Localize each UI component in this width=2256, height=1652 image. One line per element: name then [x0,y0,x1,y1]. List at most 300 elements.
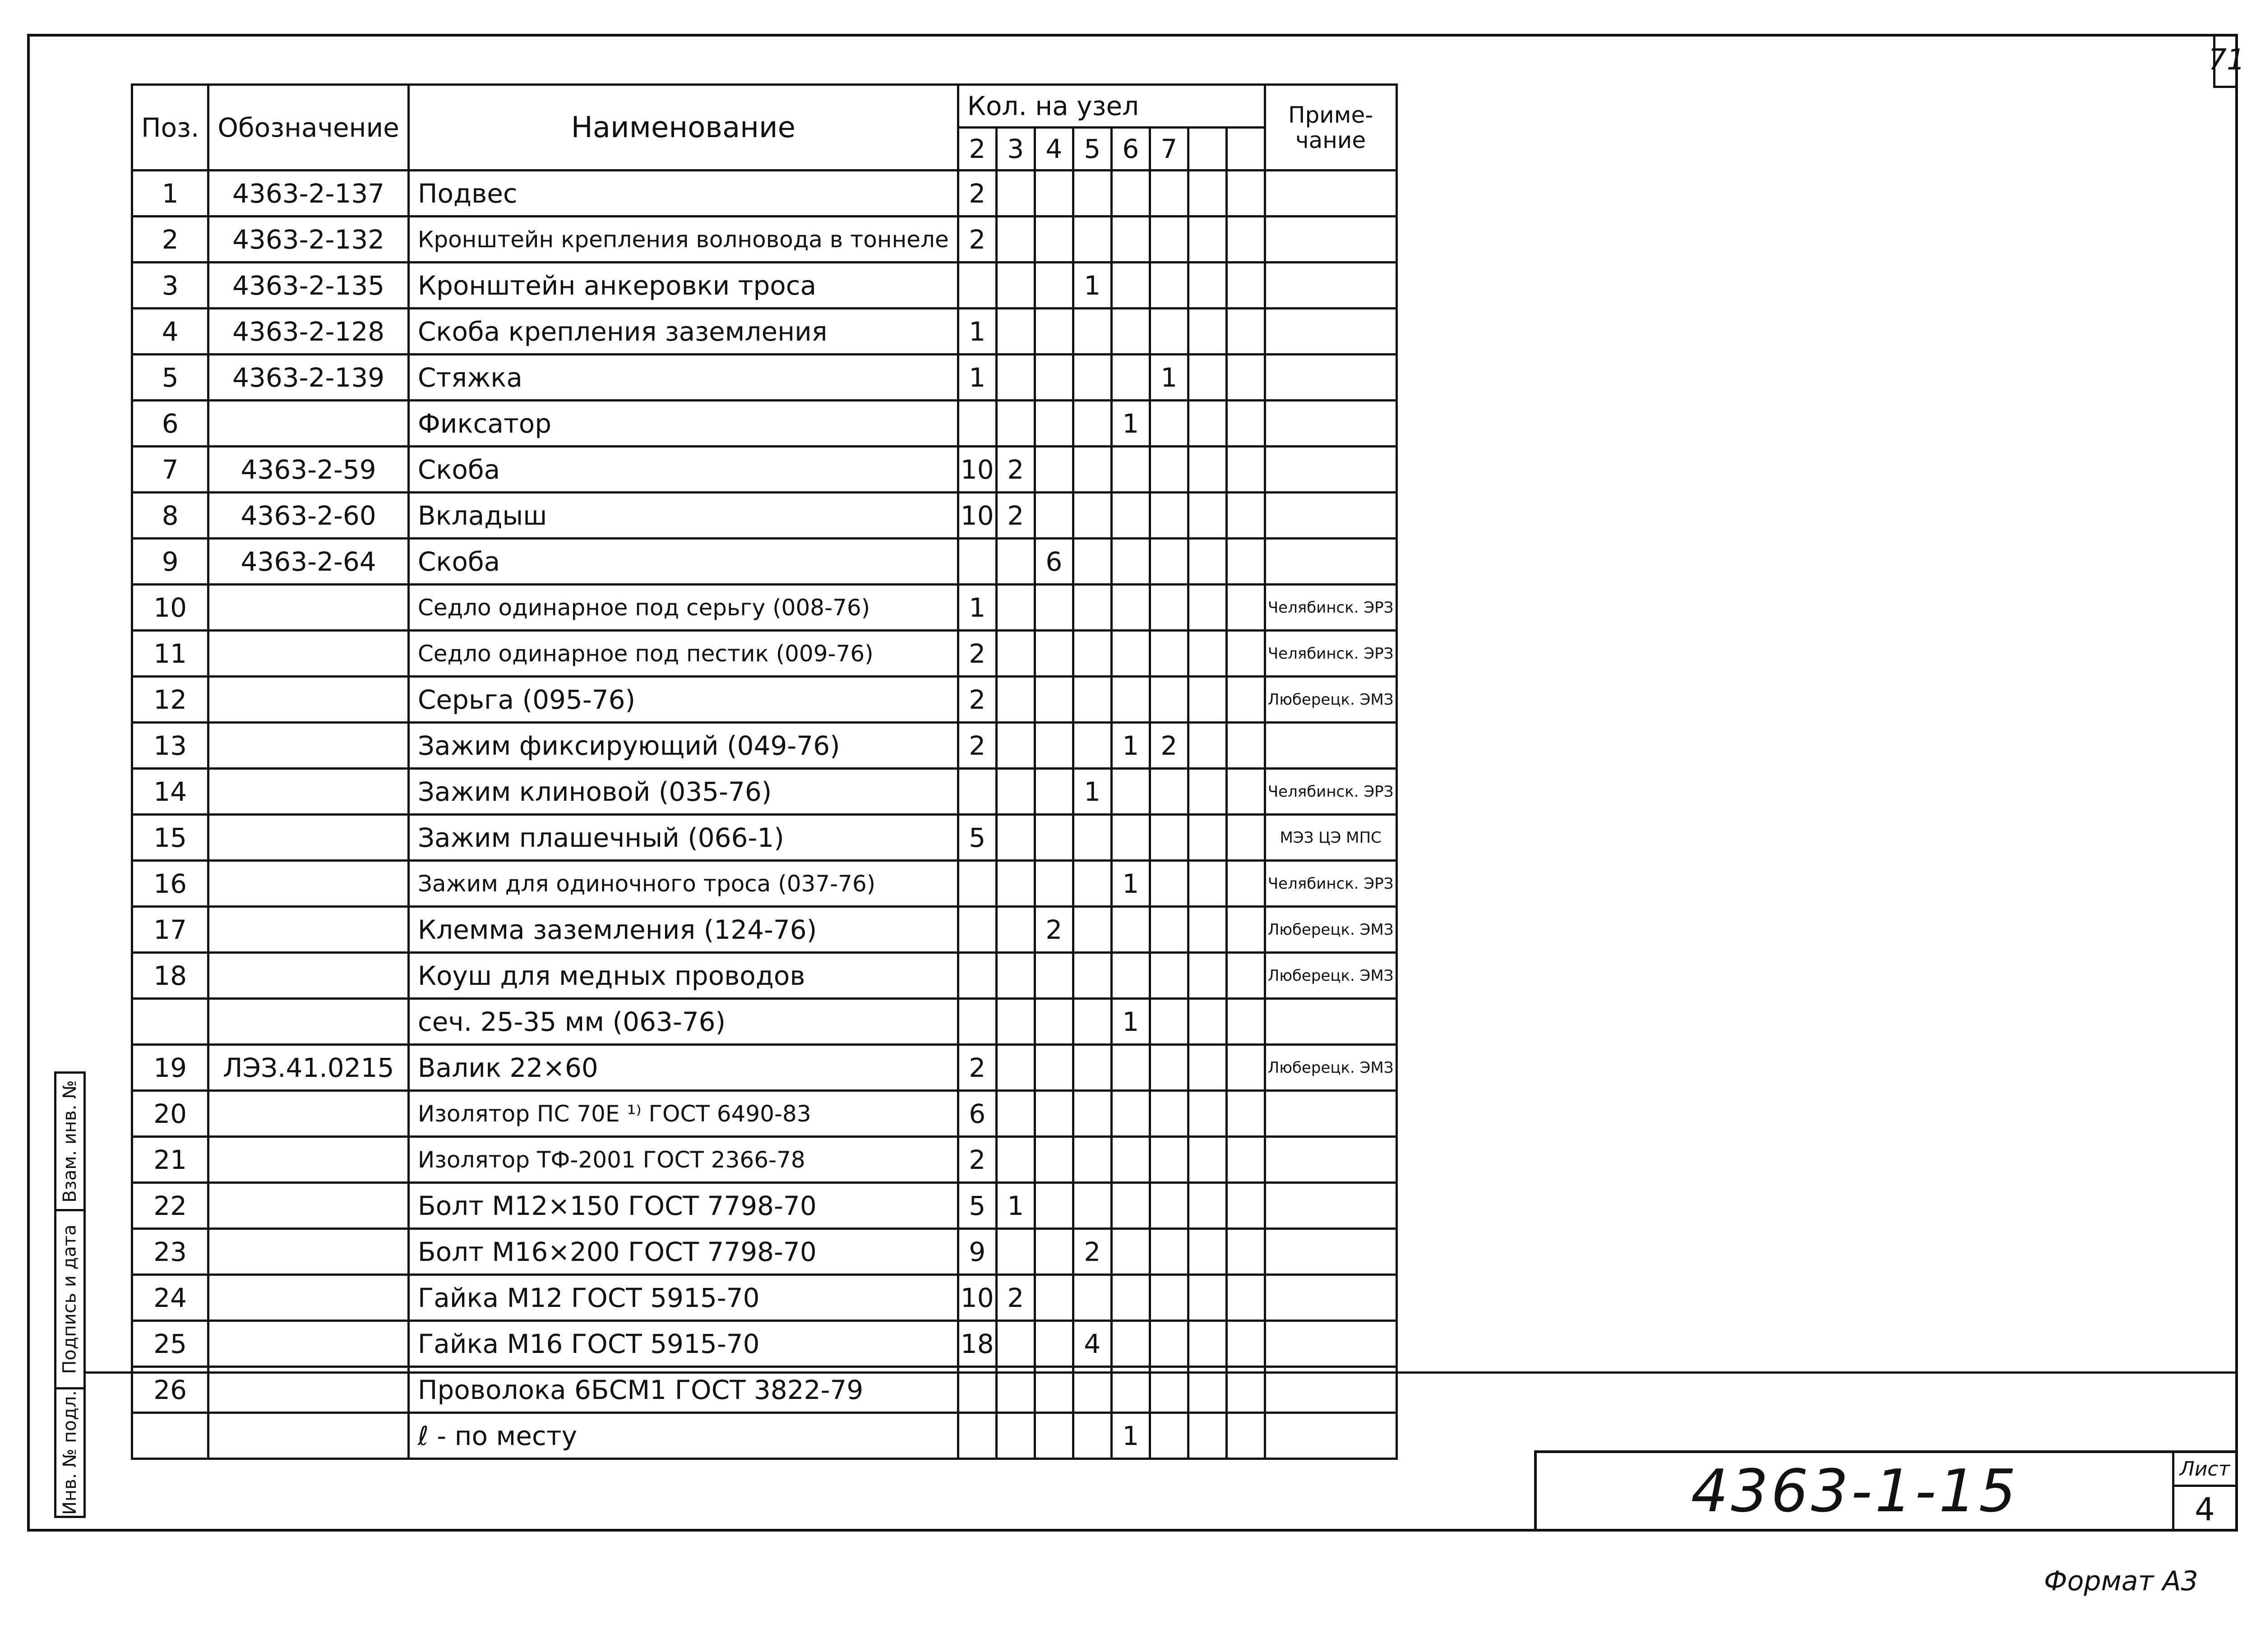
qty-cell: 1 [958,309,996,355]
designation-cell [208,999,408,1045]
qty-cell [1226,309,1265,355]
qty-cell: 2 [1035,907,1073,953]
qty-cell [1073,723,1111,769]
qty-cell [1226,171,1265,217]
name-cell: Коуш для медных проводов [408,953,958,999]
note-cell [1265,1321,1396,1367]
qty-cell [1111,493,1150,539]
qty-cell: 6 [958,1091,996,1137]
qty-cell [1226,1091,1265,1137]
qty-cell [1073,1183,1111,1229]
designation-cell [208,1183,408,1229]
qty-cell [1035,631,1073,677]
pos-cell: 25 [132,1321,208,1367]
qty-cell [1150,769,1188,815]
note-cell [1265,171,1396,217]
designation-cell [208,401,408,447]
designation-cell: 4363-2-128 [208,309,408,355]
qty-cell [996,999,1035,1045]
qty-cell [1073,631,1111,677]
qty-cell [1035,769,1073,815]
qty-cell [1111,1183,1150,1229]
table-row [132,1229,1397,1275]
qty-cell [1111,585,1150,631]
qty-cell [1035,355,1073,401]
qty-cell: 2 [1073,1229,1111,1275]
qty-cell [1073,585,1111,631]
qty-cell [1150,1275,1188,1321]
qty-cell [1150,493,1188,539]
table-row [132,171,1397,217]
table-row [132,1183,1397,1229]
pos-cell: 22 [132,1183,208,1229]
qty-cell: 1 [1073,769,1111,815]
table-row [132,999,1397,1045]
qty-cell [1035,217,1073,263]
table-row [132,1321,1397,1367]
qty-cell: 2 [958,677,996,723]
qty-cell [996,1321,1035,1367]
qty-cell [1188,539,1226,585]
qty-column-header: 3 [996,128,1035,171]
designation-cell [208,723,408,769]
qty-cell: 6 [1035,539,1073,585]
qty-cell [1111,677,1150,723]
qty-cell [1188,677,1226,723]
designation-cell: 4363-2-60 [208,493,408,539]
table-row [132,1413,1397,1459]
qty-cell [1111,1275,1150,1321]
note-cell [1265,263,1396,309]
qty-cell [996,677,1035,723]
qty-cell: 10 [958,1275,996,1321]
side-stamp-cell: Инв. № подл. [60,1390,80,1515]
side-stamp-cell: Подпись и дата [56,1211,83,1389]
qty-cell [1188,585,1226,631]
pos-cell: 16 [132,861,208,907]
note-cell: Челябинск. ЭРЗ [1265,861,1396,907]
qty-cell [1035,1321,1073,1367]
name-cell: Скоба [408,447,958,493]
designation-cell: 4363-2-64 [208,539,408,585]
qty-cell [958,539,996,585]
qty-cell [958,953,996,999]
note-cell [1265,539,1396,585]
qty-cell [1150,677,1188,723]
specification-table [131,83,1398,1460]
pos-cell [132,1413,208,1459]
qty-cell: 2 [958,631,996,677]
qty-cell [996,309,1035,355]
qty-cell [1150,1091,1188,1137]
name-cell: ℓ - по месту [408,1413,958,1459]
qty-cell [1188,401,1226,447]
qty-cell [1035,1045,1073,1091]
qty-cell [1111,631,1150,677]
qty-cell [996,585,1035,631]
qty-cell [1035,1229,1073,1275]
qty-cell [1073,953,1111,999]
note-cell [1265,217,1396,263]
qty-cell [1073,1275,1111,1321]
designation-cell: 4363-2-139 [208,355,408,401]
qty-column-header: 7 [1150,128,1188,171]
qty-cell [1226,401,1265,447]
note-cell [1265,401,1396,447]
designation-cell [208,861,408,907]
table-row [132,585,1397,631]
name-cell: Скоба [408,539,958,585]
qty-cell [1188,861,1226,907]
qty-cell [1035,999,1073,1045]
qty-cell [1035,309,1073,355]
qty-cell [1150,447,1188,493]
qty-cell [958,263,996,309]
table-row [132,447,1397,493]
qty-cell [1150,401,1188,447]
table-row [132,723,1397,769]
table-row [132,631,1397,677]
designation-cell [208,631,408,677]
name-cell: Седло одинарное под пестик (009-76) [408,631,958,677]
qty-cell [1073,815,1111,861]
name-cell: Кронштейн крепления волновода в тоннеле [408,217,958,263]
header-note: Приме- чание [1265,85,1396,171]
qty-cell [1226,539,1265,585]
qty-cell [1111,907,1150,953]
qty-cell [1188,1183,1226,1229]
qty-cell: 1 [1111,723,1150,769]
qty-cell [1188,1275,1226,1321]
qty-cell: 9 [958,1229,996,1275]
qty-cell: 2 [996,493,1035,539]
qty-cell [1073,355,1111,401]
qty-cell [996,953,1035,999]
name-cell: Кронштейн анкеровки троса [408,263,958,309]
qty-cell [1226,585,1265,631]
qty-cell: 5 [958,815,996,861]
qty-cell [1226,493,1265,539]
qty-cell [1073,1091,1111,1137]
qty-cell: 1 [1111,999,1150,1045]
qty-cell [1073,999,1111,1045]
qty-cell: 1 [1150,355,1188,401]
pos-cell: 10 [132,585,208,631]
pos-cell: 6 [132,401,208,447]
sheet-box [2172,1453,2235,1529]
table-row [132,309,1397,355]
qty-cell [1073,401,1111,447]
table-row [132,401,1397,447]
pos-cell [132,999,208,1045]
qty-cell [1073,539,1111,585]
qty-cell [996,1045,1035,1091]
qty-cell [1150,1321,1188,1367]
qty-cell [996,263,1035,309]
qty-cell [1188,1091,1226,1137]
table-row [132,677,1397,723]
name-cell: Подвес [408,171,958,217]
side-stamp-cell: Взам. инв. № [56,1074,83,1211]
qty-cell [1188,263,1226,309]
qty-column-header: 4 [1035,128,1073,171]
qty-cell [1073,1413,1111,1459]
qty-cell [1188,631,1226,677]
table-row [132,769,1397,815]
qty-cell: 2 [996,1275,1035,1321]
note-cell [1265,1137,1396,1183]
qty-cell [1226,953,1265,999]
title-block [1534,1450,2238,1532]
table-row [132,815,1397,861]
qty-cell [1226,355,1265,401]
qty-cell [1111,539,1150,585]
qty-cell [996,769,1035,815]
qty-cell: 4 [1073,1321,1111,1367]
qty-cell [1111,815,1150,861]
qty-cell [1073,171,1111,217]
qty-cell [1226,1183,1265,1229]
qty-cell [1035,1091,1073,1137]
qty-cell [1188,815,1226,861]
name-cell: Валик 22×60 [408,1045,958,1091]
note-cell [1265,1229,1396,1275]
table-row [132,953,1397,999]
qty-cell [1035,1275,1073,1321]
table-row [132,539,1397,585]
name-cell: Вкладыш [408,493,958,539]
table-row [132,1045,1397,1091]
qty-cell [1035,401,1073,447]
qty-cell [1111,1045,1150,1091]
pos-cell: 2 [132,217,208,263]
header-pos: Поз. [132,85,208,171]
qty-cell [1073,677,1111,723]
table-row [132,907,1397,953]
qty-cell [1188,769,1226,815]
qty-cell [1226,1321,1265,1367]
qty-cell [1111,447,1150,493]
note-cell [1265,1183,1396,1229]
name-cell: Скоба крепления заземления [408,309,958,355]
qty-cell: 1 [1111,401,1150,447]
qty-cell [996,1229,1035,1275]
qty-cell [1150,1045,1188,1091]
qty-cell [1188,999,1226,1045]
qty-cell [1188,493,1226,539]
qty-cell [958,999,996,1045]
qty-column-header: 2 [958,128,996,171]
qty-cell [958,401,996,447]
qty-cell [1188,355,1226,401]
qty-cell: 2 [958,217,996,263]
header-designation: Обозначение [208,85,408,171]
note-cell: Челябинск. ЭРЗ [1265,769,1396,815]
qty-cell [1150,1413,1188,1459]
qty-cell [1150,861,1188,907]
qty-cell [996,1413,1035,1459]
qty-cell [1150,309,1188,355]
qty-cell [1150,217,1188,263]
qty-cell [996,217,1035,263]
qty-cell [1226,677,1265,723]
designation-cell: 4363-2-137 [208,171,408,217]
qty-cell [996,907,1035,953]
note-cell [1265,493,1396,539]
designation-cell [208,815,408,861]
qty-cell [1226,815,1265,861]
name-cell: Стяжка [408,355,958,401]
name-cell: Фиксатор [408,401,958,447]
frame-divider [86,1371,2238,1374]
note-cell: Люберецк. ЭМЗ [1265,1045,1396,1091]
name-cell: Изолятор ПС 70Е ¹⁾ ГОСТ 6490-83 [408,1091,958,1137]
pos-cell: 1 [132,171,208,217]
qty-cell: 5 [958,1183,996,1229]
qty-cell: 2 [996,447,1035,493]
qty-cell [1226,723,1265,769]
name-cell: Изолятор ТФ-2001 ГОСТ 2366-78 [408,1137,958,1183]
qty-cell [1035,1413,1073,1459]
name-cell: сеч. 25-35 мм (063-76) [408,999,958,1045]
qty-cell: 10 [958,447,996,493]
pos-cell: 7 [132,447,208,493]
qty-cell [1035,493,1073,539]
qty-cell: 18 [958,1321,996,1367]
designation-cell [208,953,408,999]
format-label: Формат А3 [2044,1565,2198,1597]
designation-cell: 4363-2-132 [208,217,408,263]
qty-cell [1188,309,1226,355]
qty-cell [1188,907,1226,953]
table-row [132,861,1397,907]
qty-cell [1188,723,1226,769]
qty-cell [1150,815,1188,861]
pos-cell: 20 [132,1091,208,1137]
qty-cell [1111,1091,1150,1137]
qty-cell [1111,1137,1150,1183]
spec-body [132,171,1397,1459]
qty-cell [1150,1229,1188,1275]
qty-cell: 2 [958,171,996,217]
designation-cell [208,1137,408,1183]
table-row [132,263,1397,309]
qty-cell: 1 [958,355,996,401]
qty-cell [1226,861,1265,907]
qty-cell [996,355,1035,401]
name-cell: Седло одинарное под серьгу (008-76) [408,585,958,631]
name-cell: Зажим фиксирующий (049-76) [408,723,958,769]
qty-cell [1226,1413,1265,1459]
table-row [132,1091,1397,1137]
name-cell: Серьга (095-76) [408,677,958,723]
designation-cell [208,1413,408,1459]
designation-cell [208,769,408,815]
qty-cell [1035,953,1073,999]
qty-cell [1226,999,1265,1045]
qty-cell [996,861,1035,907]
qty-cell [1226,1229,1265,1275]
qty-cell: 1 [1073,263,1111,309]
pos-cell: 5 [132,355,208,401]
qty-cell [1035,723,1073,769]
qty-cell [1035,1183,1073,1229]
designation-cell: 4363-2-135 [208,263,408,309]
sheet-label: Лист [2174,1453,2235,1487]
qty-cell [1226,907,1265,953]
qty-cell [1150,907,1188,953]
qty-cell [1150,585,1188,631]
designation-cell [208,1321,408,1367]
qty-cell [958,769,996,815]
qty-cell [1150,263,1188,309]
name-cell: Зажим клиновой (035-76) [408,769,958,815]
qty-cell [1035,815,1073,861]
designation-cell [208,585,408,631]
qty-cell [1073,447,1111,493]
note-cell: Люберецк. ЭМЗ [1265,677,1396,723]
qty-cell [1111,217,1150,263]
qty-cell: 2 [1150,723,1188,769]
note-cell [1265,1275,1396,1321]
name-cell: Зажим плашечный (066-1) [408,815,958,861]
table-row [132,217,1397,263]
pos-cell: 9 [132,539,208,585]
qty-cell [1035,263,1073,309]
designation-cell [208,1091,408,1137]
qty-cell [1035,171,1073,217]
qty-cell [1035,585,1073,631]
name-cell: Болт М16×200 ГОСТ 7798-70 [408,1229,958,1275]
qty-cell [996,1091,1035,1137]
qty-cell [1111,1321,1150,1367]
table-row [132,493,1397,539]
pos-cell: 21 [132,1137,208,1183]
name-cell: Болт М12×150 ГОСТ 7798-70 [408,1183,958,1229]
qty-cell [1111,171,1150,217]
name-cell: Гайка М16 ГОСТ 5915-70 [408,1321,958,1367]
qty-cell [1073,907,1111,953]
qty-column-header: 6 [1111,128,1150,171]
qty-cell: 1 [1111,1413,1150,1459]
qty-cell [1035,861,1073,907]
designation-cell [208,907,408,953]
qty-cell [1111,953,1150,999]
designation-cell: 4363-2-59 [208,447,408,493]
pos-cell: 26 [132,1367,208,1413]
qty-cell [1150,171,1188,217]
qty-cell [1226,769,1265,815]
document-code: 4363-1-15 [1691,1457,2019,1525]
pos-cell: 15 [132,815,208,861]
qty-cell [958,861,996,907]
qty-cell: 2 [958,723,996,769]
qty-cell: 1 [996,1183,1035,1229]
pos-cell: 8 [132,493,208,539]
pos-cell: 19 [132,1045,208,1091]
top-sheet-number: 71 [2213,34,2238,88]
header-name: Наименование [408,85,958,171]
note-cell [1265,1091,1396,1137]
pos-cell: 11 [132,631,208,677]
qty-cell [996,171,1035,217]
qty-cell [996,815,1035,861]
qty-cell [1035,447,1073,493]
name-cell: Проволока 6БСМ1 ГОСТ 3822-79 [408,1367,958,1413]
qty-cell [996,401,1035,447]
qty-cell [1111,769,1150,815]
note-cell: Челябинск. ЭРЗ [1265,631,1396,677]
